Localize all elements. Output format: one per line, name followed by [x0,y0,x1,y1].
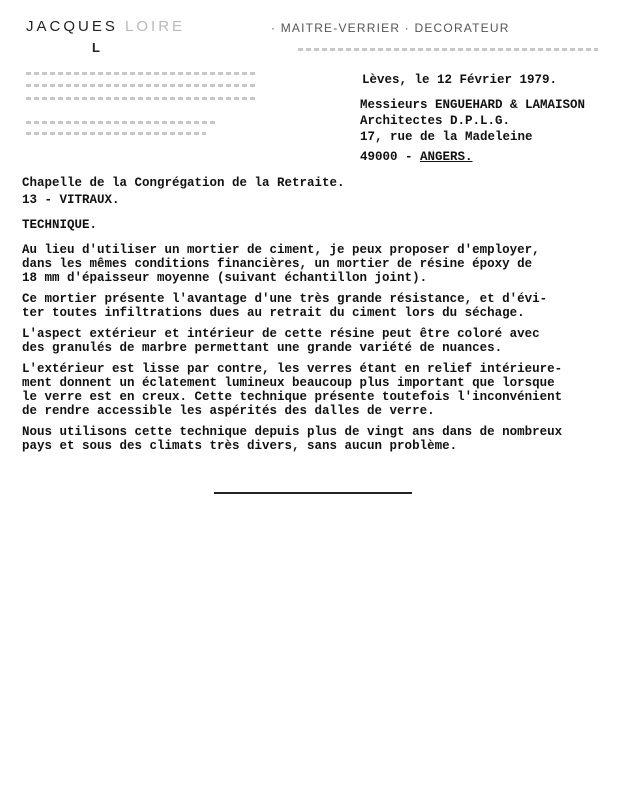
recipient-postcode: 49000 - [360,150,421,164]
recipient-city: ANGERS. [420,150,473,164]
letter-date: Lèves, le 12 Février 1979. [362,73,558,87]
letterhead-roles: · MAITRE-VERRIER · DECORATEUR [271,21,510,35]
letterhead-faded-line [26,132,206,135]
subject-line-2: 13 - VITRAUX. [22,193,120,207]
letterhead-name-light: LOIRE [125,18,186,35]
paragraph: L'extérieur est lisse par contre, les verres étant en relief intérieure- ment donnent un éclatement lumineux beaucoup plus important que lorsque le verre est en creux. Cette technique présente toutefois l'inconvénient de rendre accessible les aspérités des dalles de verre. [22,362,563,418]
recipient-city-line [360,149,585,165]
recipient-title: Architectes D.P.L.G. [360,114,511,128]
section-heading: TECHNIQUE. [22,218,98,232]
letterhead-faded-line [26,72,258,75]
closing-rule [214,492,412,494]
letterhead-faded-line [298,48,598,51]
letterhead-faded-line [26,121,216,124]
paragraph: Ce mortier présente l'avantage d'une très grande résistance, et d'évi- ter toutes infiltrations dues au retrait du ciment lors du séchage. [22,292,548,320]
letterhead-name [26,18,185,35]
subject [22,175,345,209]
letterhead-initial: L [92,40,100,55]
paragraph: Nous utilisons cette technique depuis plus de vingt ans dans de nombreux pays et sous des climats très divers, sans aucun problème. [22,425,563,453]
letter-body [22,243,582,460]
paragraph: Au lieu d'utiliser un mortier de ciment, je peux proposer d'employer, dans les mêmes conditions financières, un mortier de résine époxy de 18 mm d'épaisseur moyenne (suivant échantillon joint). [22,243,540,285]
letterhead-faded-line [26,97,258,100]
subject-line-1: Chapelle de la Congrégation de la Retraite. [22,176,345,190]
letterhead-name-dark: JACQUES [26,18,118,35]
recipient-name: Messieurs ENGUEHARD & LAMAISON [360,98,586,112]
recipient-street: 17, rue de la Madeleine [360,130,533,144]
letterhead-faded-line [26,84,258,87]
paragraph: L'aspect extérieur et intérieur de cette résine peut être coloré avec des granulés de marbre permettant une grande variété de nuances. [22,327,540,355]
recipient-address [360,97,585,165]
